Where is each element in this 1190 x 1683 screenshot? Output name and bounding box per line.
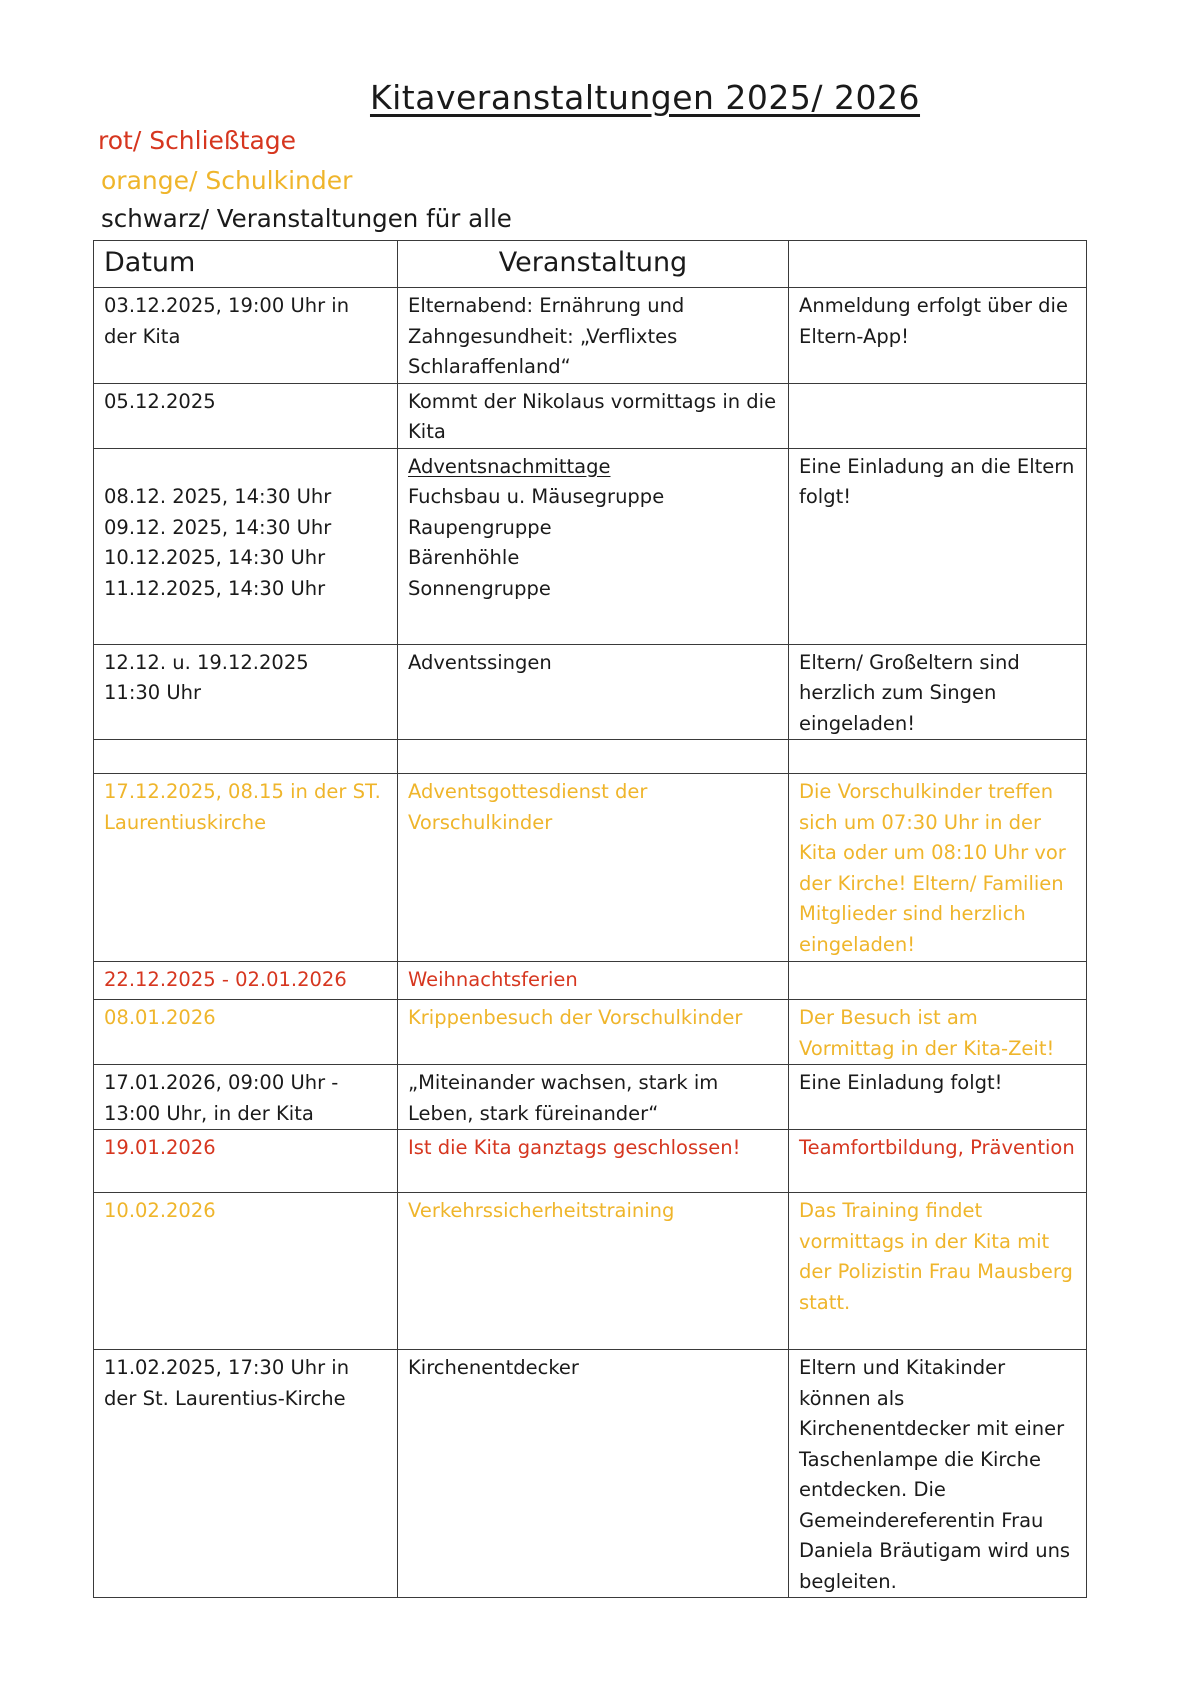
- cell-note: [789, 383, 1087, 448]
- table-row: [94, 644, 1087, 740]
- group-line: Raupengruppe: [408, 515, 552, 539]
- table-row: [94, 288, 1087, 384]
- date-line: 08.12. 2025, 14:30 Uhr: [104, 485, 332, 508]
- cell-event: Ist die Kita ganztags geschlossen!: [398, 1130, 789, 1193]
- cell-note: Das Training findet vormittags in der Kita mit der Polizistin Frau Mausberg statt.: [789, 1193, 1087, 1350]
- cell-date: [94, 448, 398, 644]
- header-date: Datum: [94, 241, 398, 288]
- cell-event: Kommt der Nikolaus vormittags in die Kita: [398, 383, 789, 448]
- date-line: 10.12.2025, 14:30 Uhr: [104, 546, 326, 569]
- legend-black: schwarz/ Veranstaltungen für alle: [101, 204, 512, 233]
- cell-note: Die Vorschulkinder treffen sich um 07:30 Uhr in der Kita oder um 08:10 Uhr vor der Kirche! Eltern/ Familien Mitglieder sind herzlich eingeladen!: [789, 774, 1087, 962]
- table-row: [94, 1065, 1087, 1130]
- page-title-text: Kitaveranstaltungen 2025/ 2026: [369, 78, 921, 117]
- cell-note: Der Besuch ist am Vormittag in der Kita-Zeit!: [789, 1000, 1087, 1065]
- cell-date: 17.01.2026, 09:00 Uhr - 13:00 Uhr, in der Kita: [94, 1065, 398, 1130]
- cell-date: 03.12.2025, 19:00 Uhr in der Kita: [94, 288, 398, 384]
- cell-event: Weihnachtsferien: [398, 962, 789, 1000]
- group-line: Sonnengruppe: [408, 576, 551, 600]
- table-row: [94, 1130, 1087, 1193]
- date-line: 11:30 Uhr: [104, 681, 202, 704]
- cell-note: Eine Einladung an die Eltern folgt!: [789, 448, 1087, 644]
- cell-event: Kirchenentdecker: [398, 1350, 789, 1598]
- cell-date: 11.02.2025, 17:30 Uhr in der St. Laurentius-Kirche: [94, 1350, 398, 1598]
- cell-date: 19.01.2026: [94, 1130, 398, 1193]
- page-title: [0, 78, 1190, 117]
- table-row: [94, 448, 1087, 644]
- header-event: Veranstaltung: [398, 241, 789, 288]
- cell-event: [398, 740, 789, 774]
- date-line: 11.12.2025, 14:30 Uhr: [104, 576, 326, 600]
- table-row: [94, 1000, 1087, 1065]
- cell-date: 08.01.2026: [94, 1000, 398, 1065]
- cell-note: Eine Einladung folgt!: [789, 1065, 1087, 1130]
- cell-event: Adventsgottesdienst der Vorschulkinder: [398, 774, 789, 962]
- table-row: [94, 774, 1087, 962]
- table-row: [94, 962, 1087, 1000]
- header-note: [789, 241, 1087, 288]
- date-line-empty: [104, 452, 387, 483]
- cell-date: 22.12.2025 - 02.01.2026: [94, 962, 398, 1000]
- cell-event: „Miteinander wachsen, stark im Leben, stark füreinander“: [398, 1065, 789, 1130]
- table-row-empty: [94, 740, 1087, 774]
- cell-event: Krippenbesuch der Vorschulkinder: [398, 1000, 789, 1065]
- legend-red: rot/ Schließtage: [98, 126, 297, 155]
- cell-event: Verkehrssicherheitstraining: [398, 1193, 789, 1350]
- table-row: [94, 1350, 1087, 1598]
- cell-event: Elternabend: Ernährung und Zahngesundheit: „Verflixtes Schlaraffenland“: [398, 288, 789, 384]
- cell-note: [789, 962, 1087, 1000]
- events-table: [93, 240, 1087, 1598]
- cell-date: 10.02.2026: [94, 1193, 398, 1350]
- cell-note: [789, 740, 1087, 774]
- table-header-row: [94, 241, 1087, 288]
- date-line: 09.12. 2025, 14:30 Uhr: [104, 515, 332, 539]
- table-row: [94, 1193, 1087, 1350]
- group-line: Fuchsbau u. Mäusegruppe: [408, 485, 665, 508]
- cell-note: Eltern/ Großeltern sind herzlich zum Singen eingeladen!: [789, 644, 1087, 740]
- event-heading: Adventsnachmittage: [408, 454, 611, 478]
- cell-note: Eltern und Kitakinder können als Kirchenentdecker mit einer Taschenlampe die Kirche entdecken. Die Gemeindereferentin Frau Daniela Bräutigam wird uns begleiten.: [789, 1350, 1087, 1598]
- table-row: [94, 383, 1087, 448]
- cell-date: 05.12.2025: [94, 383, 398, 448]
- date-line: 12.12. u. 19.12.2025: [104, 650, 309, 674]
- cell-note: Teamfortbildung, Prävention: [789, 1130, 1087, 1193]
- cell-note: Anmeldung erfolgt über die Eltern-App!: [789, 288, 1087, 384]
- cell-date: [94, 644, 398, 740]
- cell-date: 17.12.2025, 08.15 in der ST. Laurentiuskirche: [94, 774, 398, 962]
- legend-orange: orange/ Schulkinder: [101, 166, 353, 195]
- cell-event: Adventssingen: [398, 644, 789, 740]
- group-line: Bärenhöhle: [408, 546, 520, 569]
- cell-event: [398, 448, 789, 644]
- cell-date: [94, 740, 398, 774]
